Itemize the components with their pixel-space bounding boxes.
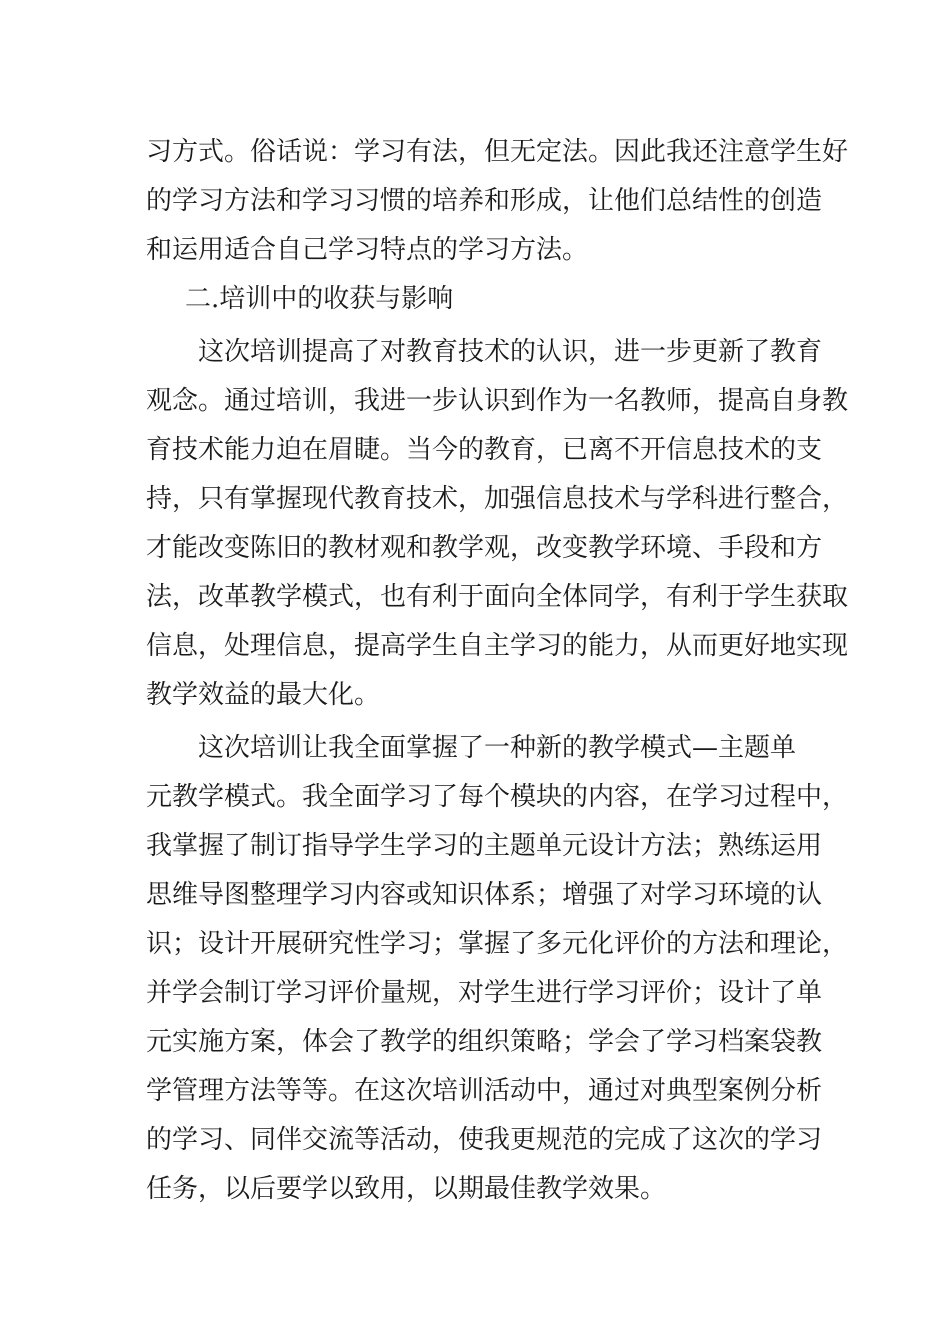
text-line: 学管理方法等等。在这次培训活动中，通过对典型案例分析 xyxy=(146,1076,823,1106)
text-line: 才能改变陈旧的教材观和教学观，改变教学环境、手段和方 xyxy=(146,533,823,563)
text-line: 识；设计开展研究性学习；掌握了多元化评价的方法和理论， xyxy=(146,929,849,959)
text-line: 持，只有掌握现代教育技术，加强信息技术与学科进行整合， xyxy=(146,484,849,514)
text-line: 思维导图整理学习内容或知识体系；增强了对学习环境的认 xyxy=(146,880,823,910)
text-line: 任务，以后要学以致用，以期最佳教学效果。 xyxy=(146,1174,667,1204)
text-line: 并学会制订学习评价量规，对学生进行学习评价；设计了单 xyxy=(146,978,823,1008)
text-line: 的学习、同伴交流等活动，使我更规范的完成了这次的学习 xyxy=(146,1125,823,1155)
text-line: 这次培训提高了对教育技术的认识，进一步更新了教育 xyxy=(198,337,823,367)
text-line: 我掌握了制订指导学生学习的主题单元设计方法；熟练运用 xyxy=(146,831,823,861)
section-heading: 二.培训中的收获与影响 xyxy=(185,284,454,314)
text-line: 法，改革教学模式，也有利于面向全体同学，有利于学生获取 xyxy=(146,582,849,612)
text-line: 这次培训让我全面掌握了一种新的教学模式—主题单 xyxy=(198,733,797,763)
text-line: 习方式。俗话说：学习有法，但无定法。因此我还注意学生好 xyxy=(146,137,849,167)
text-line: 信息，处理信息，提高学生自主学习的能力，从而更好地实现 xyxy=(146,631,849,661)
text-line: 育技术能力迫在眉睫。当今的教育，已离不开信息技术的支 xyxy=(146,435,823,465)
text-line: 教学效益的最大化。 xyxy=(146,680,381,710)
text-line: 和运用适合自己学习特点的学习方法。 xyxy=(146,235,589,265)
text-line: 的学习方法和学习习惯的培养和形成，让他们总结性的创造 xyxy=(146,186,823,216)
text-line: 元实施方案，体会了教学的组织策略；学会了学习档案袋教 xyxy=(146,1027,823,1057)
text-line: 观念。通过培训，我进一步认识到作为一名教师，提高自身教 xyxy=(146,386,849,416)
text-line: 元教学模式。我全面学习了每个模块的内容，在学习过程中， xyxy=(146,782,849,812)
